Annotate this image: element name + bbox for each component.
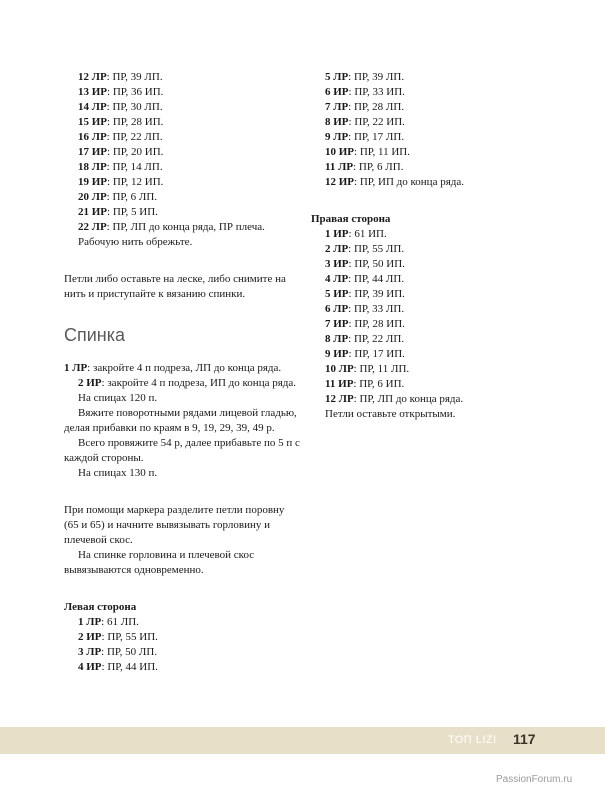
row-number: 9 ИР (325, 348, 349, 360)
row-number: 3 ЛР (78, 646, 102, 658)
row-number: 12 ЛР (325, 393, 354, 405)
spacer (311, 190, 551, 212)
leave-open-note: Петли оставьте открытыми. (325, 408, 456, 420)
row-text: : ПР, ЛП до конца ряда. (353, 393, 464, 405)
row-text: : ПР, 50 ИП. (348, 258, 405, 270)
pattern-row (311, 227, 551, 242)
pattern-row (64, 190, 300, 205)
section-title-back: Спинка (64, 325, 126, 345)
marker-paragraph: При помощи маркера разделите петли поровну (65 и 65) и начните вывязывать горловину и плечевой скос. (64, 504, 285, 546)
row-text: : ПР, 33 ИП. (348, 86, 405, 98)
row-number: 17 ИР (78, 146, 108, 158)
row-number: 13 ИР (78, 86, 108, 98)
cut-yarn-note: Рабочую нить обрежьте. (78, 236, 193, 248)
pattern-row (311, 362, 551, 377)
pattern-row (311, 332, 551, 347)
pattern-row (64, 630, 300, 645)
row-number: 14 ЛР (78, 101, 107, 113)
pattern-row (311, 175, 551, 190)
row-text: : ПР, 39 ИП. (348, 288, 405, 300)
pattern-row (64, 130, 300, 145)
row-number: 19 ИР (78, 176, 108, 188)
row-number: 4 ЛР (325, 273, 349, 285)
row-text: : ПР, 44 ЛП. (348, 273, 405, 285)
pattern-row (64, 115, 300, 130)
row-text: : ПР, 33 ЛП. (348, 303, 405, 315)
row-text: : ПР, ИП до конца ряда. (354, 176, 464, 188)
spacer (64, 578, 300, 600)
row-text: : закройте 4 п подреза, ИП до конца ряда. (101, 377, 296, 389)
row-number: 7 ЛР (325, 101, 349, 113)
needles-count-120: На спицах 120 п. (78, 392, 158, 404)
back-row-2 (64, 376, 300, 391)
row-number: 18 ЛР (78, 161, 107, 173)
row-text: : ПР, 22 ЛП. (348, 333, 405, 345)
right-side-rows-list (311, 227, 551, 407)
row-text: : закройте 4 п подреза, ЛП до конца ряда. (87, 362, 282, 374)
pattern-row (311, 242, 551, 257)
spacer (64, 250, 300, 272)
front-rows-list (64, 70, 300, 235)
spacer (64, 481, 300, 503)
row-text: : ПР, 28 ЛП. (348, 101, 405, 113)
row-text: : ПР, 50 ЛП. (101, 646, 158, 658)
row-text: : ПР, 12 ИП. (107, 176, 164, 188)
watermark: PassionForum.ru (496, 774, 573, 785)
pattern-row (311, 317, 551, 332)
pattern-row (64, 660, 300, 675)
right-column (311, 70, 551, 422)
row-number: 21 ИР (78, 206, 108, 218)
row-text: : ПР, 14 ЛП. (106, 161, 163, 173)
pattern-row (311, 145, 551, 160)
row-number: 3 ИР (325, 258, 349, 270)
row-number: 12 ЛР (78, 71, 107, 83)
pattern-row (311, 392, 551, 407)
row-text: : ПР, 55 ИП. (101, 631, 158, 643)
row-number: 12 ИР (325, 176, 355, 188)
pattern-row (64, 615, 300, 630)
magazine-name: ТОП LIZI (448, 734, 497, 746)
left-column (64, 70, 300, 675)
pattern-row (311, 130, 551, 145)
row-text: : ПР, 36 ИП. (107, 86, 164, 98)
row-text: : 61 ЛП. (101, 616, 139, 628)
row-number: 4 ИР (78, 661, 102, 673)
back-row-1 (64, 361, 300, 376)
pattern-row (64, 645, 300, 660)
row-number: 22 ЛР (78, 221, 107, 233)
row-number: 8 ЛР (325, 333, 349, 345)
row-number: 6 ЛР (325, 303, 349, 315)
pattern-row (64, 160, 300, 175)
row-text: : ПР, 39 ЛП. (348, 71, 405, 83)
row-text: : ПР, 17 ИП. (348, 348, 405, 360)
pattern-row (311, 70, 551, 85)
row-number: 10 ИР (325, 146, 355, 158)
pattern-row (311, 347, 551, 362)
row-number: 9 ЛР (325, 131, 349, 143)
pattern-row (64, 175, 300, 190)
row-text: : ПР, 44 ИП. (101, 661, 158, 673)
row-number: 11 ИР (325, 378, 354, 390)
pattern-row (311, 287, 551, 302)
row-number: 2 ЛР (325, 243, 349, 255)
pattern-row (311, 160, 551, 175)
row-text: : ПР, 39 ЛП. (106, 71, 163, 83)
pattern-row (311, 302, 551, 317)
pattern-row (64, 100, 300, 115)
pattern-row (64, 70, 300, 85)
row-text: : ПР, 17 ЛП. (348, 131, 405, 143)
spacer (64, 346, 300, 361)
row-text: : ПР, 20 ИП. (107, 146, 164, 158)
turn-rows-paragraph: Вяжите поворотными рядами лицевой гладью, делая прибавки по краям в 9, 19, 29, 39, 49 р. (64, 407, 297, 434)
stitches-note-paragraph: Петли либо оставьте на леске, либо снимите на нить и приступайте к вязанию спинки. (64, 273, 286, 300)
row-text: : 61 ИП. (348, 228, 387, 240)
row-text: : ПР, 5 ИП. (107, 206, 158, 218)
needles-count-130: На спицах 130 п. (78, 467, 158, 479)
row-number: 1 ИР (325, 228, 349, 240)
row-text: : ПР, 22 ИП. (348, 116, 405, 128)
left-side-rows-continued (311, 70, 551, 190)
row-text: : ПР, 11 ИП. (354, 146, 411, 158)
row-number: 2 ИР (78, 631, 102, 643)
row-number: 1 ЛР (78, 616, 102, 628)
pattern-row (311, 115, 551, 130)
row-number: 2 ИР (78, 377, 102, 389)
row-number: 1 ЛР (64, 362, 88, 374)
row-number: 5 ИР (325, 288, 349, 300)
right-side-title: Правая сторона (311, 213, 391, 225)
pattern-row (64, 85, 300, 100)
row-text: : ПР, 22 ЛП. (106, 131, 163, 143)
row-text: : ПР, 30 ЛП. (106, 101, 163, 113)
row-number: 11 ЛР (325, 161, 354, 173)
row-text: : ПР, 55 ЛП. (348, 243, 405, 255)
pattern-row (311, 85, 551, 100)
total-rows-paragraph: Всего провяжите 54 р, далее прибавьте по 5 п с каждой стороны. (64, 437, 300, 464)
pattern-row (64, 205, 300, 220)
pattern-row (311, 100, 551, 115)
row-number: 10 ЛР (325, 363, 354, 375)
pattern-row (311, 272, 551, 287)
pattern-row (64, 145, 300, 160)
row-number: 20 ЛР (78, 191, 107, 203)
row-text: : ПР, ЛП до конца ряда, ПР плеча. (106, 221, 265, 233)
row-number: 16 ЛР (78, 131, 107, 143)
row-number: 15 ИР (78, 116, 108, 128)
row-text: : ПР, 11 ЛП. (353, 363, 410, 375)
spacer (64, 302, 300, 324)
row-number: 7 ИР (325, 318, 349, 330)
row-text: : ПР, 28 ИП. (348, 318, 405, 330)
pattern-row (311, 377, 551, 392)
left-side-title: Левая сторона (64, 601, 137, 613)
row-text: : ПР, 6 ЛП. (353, 161, 404, 173)
row-number: 8 ИР (325, 116, 349, 128)
row-number: 5 ЛР (325, 71, 349, 83)
row-text: : ПР, 28 ИП. (107, 116, 164, 128)
row-text: : ПР, 6 ИП. (353, 378, 405, 390)
left-side-rows-list (64, 615, 300, 675)
row-number: 6 ИР (325, 86, 349, 98)
pattern-row (64, 220, 300, 235)
neckline-paragraph: На спинке горловина и плечевой скос вывязываются одновременно. (64, 549, 255, 576)
page-number: 117 (513, 731, 536, 747)
row-text: : ПР, 6 ЛП. (106, 191, 158, 203)
pattern-row (311, 257, 551, 272)
